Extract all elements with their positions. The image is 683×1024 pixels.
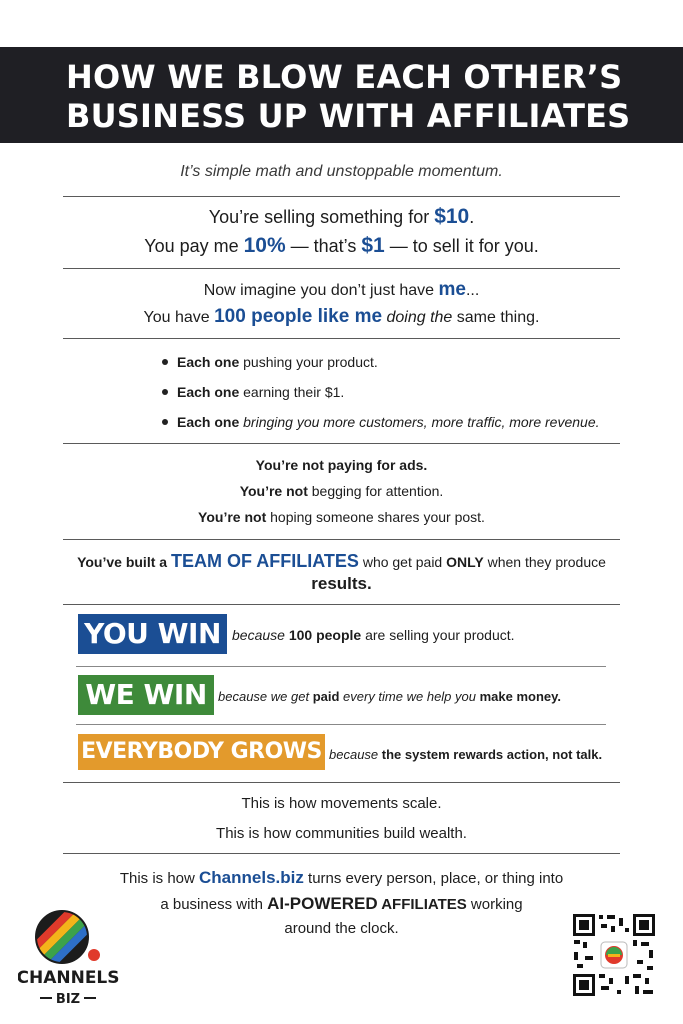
math-line-1: You’re selling something for $10. xyxy=(208,205,475,228)
not-line: You’re not hoping someone shares your post. xyxy=(198,509,485,525)
movement-line-1: This is how movements scale. xyxy=(241,795,442,812)
bullet-item: Each one earning their $1. xyxy=(162,384,344,400)
closing-line-1: This is how Channels.biz turns every person, place, or thing into xyxy=(119,868,564,887)
tagline: It’s simple math and unstoppable momentum. xyxy=(180,163,503,180)
closing-line-2: a business with AI-POWERED AFFILIATES working xyxy=(160,894,523,913)
header-banner xyxy=(0,47,683,143)
headline-line-2: BUSINESS UP WITH AFFILIATES xyxy=(66,97,631,135)
channels-globe-icon xyxy=(18,907,122,1007)
divider xyxy=(63,782,620,783)
team-line-2: results. xyxy=(311,574,372,593)
divider xyxy=(63,196,620,197)
bullet-item: Each one bringing you more customers, more traffic, more revenue. xyxy=(162,414,600,430)
channels-biz-logo xyxy=(18,907,122,1007)
not-line: You’re not begging for attention. xyxy=(239,483,444,499)
divider xyxy=(63,268,620,269)
we-win-text: because we get paid every time we help you make money. xyxy=(218,689,562,704)
bullet-item: Each one pushing your product. xyxy=(162,354,378,370)
everybody-grows-badge: EVERYBODY GROWS xyxy=(78,734,325,770)
imagine-line-1: Now imagine you don’t just have me... xyxy=(203,279,480,300)
qr-code[interactable] xyxy=(571,912,657,998)
divider xyxy=(63,443,620,444)
logo-sub: BIZ xyxy=(55,992,81,1007)
headline-line-1: HOW WE BLOW EACH OTHER’S xyxy=(66,58,623,96)
closing-line-3: around the clock. xyxy=(284,920,399,937)
you-win-text: because 100 people are selling your product. xyxy=(232,627,515,643)
logo-name: CHANNELS xyxy=(18,968,120,988)
math-line-2: You pay me 10% — that’s $1 — to sell it for you. xyxy=(144,234,539,257)
team-line-1: You’ve built a TEAM OF AFFILIATES who get paid ONLY when they produce xyxy=(77,551,606,571)
divider xyxy=(63,338,620,339)
divider xyxy=(76,666,606,667)
divider xyxy=(63,853,620,854)
divider xyxy=(76,724,606,725)
not-line: You’re not paying for ads. xyxy=(255,457,428,473)
movement-line-2: This is how communities build wealth. xyxy=(216,825,467,842)
everybody-grows-text: because the system rewards action, not talk. xyxy=(329,747,603,762)
imagine-line-2: You have 100 people like me doing the same thing. xyxy=(143,306,540,327)
divider xyxy=(63,604,620,605)
qr-code-icon xyxy=(571,912,657,998)
we-win-badge: WE WIN xyxy=(78,675,214,715)
divider xyxy=(63,539,620,540)
you-win-badge: YOU WIN xyxy=(78,614,227,654)
